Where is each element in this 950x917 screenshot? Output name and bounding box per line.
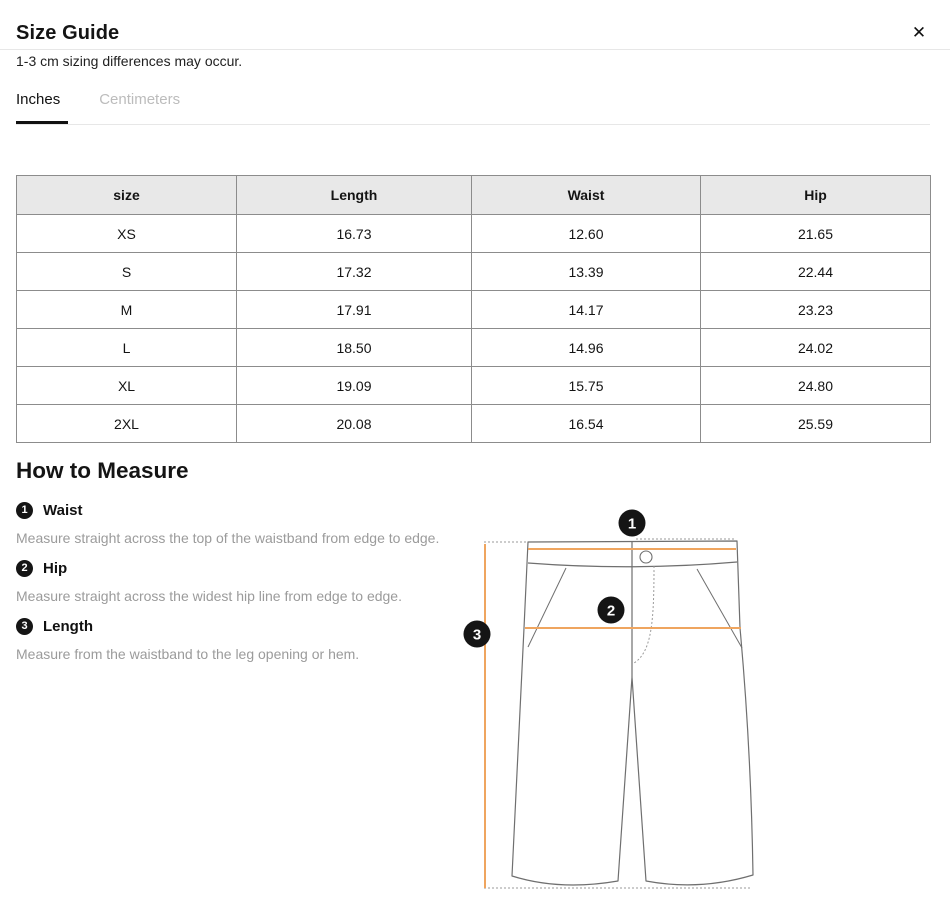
table-header-row (17, 176, 931, 215)
number-2-badge-icon: 2 (16, 560, 33, 577)
table-row (17, 367, 931, 405)
cell-size: XS (17, 215, 237, 253)
close-button[interactable] (903, 18, 935, 48)
table-row (17, 215, 931, 253)
tabs-divider (16, 124, 930, 125)
size-table (16, 175, 931, 443)
measure-description: Measure from the waistband to the leg opening or hem. (16, 646, 360, 662)
cell-length: 19.09 (237, 367, 472, 405)
diagram-badge-3 (464, 621, 491, 648)
table-row (17, 405, 931, 443)
measure-item-waist (16, 501, 468, 546)
cell-length: 17.91 (237, 291, 472, 329)
measure-label: Hip (43, 559, 68, 577)
cell-length: 17.32 (237, 253, 472, 291)
cell-size: 2XL (17, 405, 237, 443)
cell-hip: 21.65 (701, 215, 931, 253)
cell-waist: 13.39 (472, 253, 701, 291)
cell-hip: 24.02 (701, 329, 931, 367)
measure-list (16, 501, 468, 675)
number-3-badge-icon: 3 (16, 618, 33, 635)
measure-description: Measure straight across the top of the waistband from edge to edge. (16, 530, 440, 546)
measure-description: Measure straight across the widest hip line from edge to edge. (16, 588, 402, 604)
cell-waist: 14.17 (472, 291, 701, 329)
cell-length: 18.50 (237, 329, 472, 367)
cell-hip: 25.59 (701, 405, 931, 443)
cell-length: 16.73 (237, 215, 472, 253)
measure-label: Waist (43, 501, 83, 519)
svg-text:3: 3 (472, 626, 482, 644)
cell-waist: 15.75 (472, 367, 701, 405)
close-icon: ✕ (911, 23, 927, 42)
cell-waist: 14.96 (472, 329, 701, 367)
diagram-badge-1 (619, 510, 646, 537)
waist-button-icon (640, 551, 652, 563)
cell-hip: 22.44 (701, 253, 931, 291)
cell-hip: 23.23 (701, 291, 931, 329)
col-header-waist: Waist (472, 176, 701, 215)
page-title: Size Guide (16, 22, 120, 44)
how-to-measure-heading: How to Measure (16, 458, 189, 483)
cell-hip: 24.80 (701, 367, 931, 405)
header-divider (0, 49, 950, 50)
col-header-hip: Hip (701, 176, 931, 215)
table-row (17, 329, 931, 367)
svg-text:1: 1 (627, 515, 637, 533)
tab-inches[interactable]: Inches (16, 91, 61, 108)
col-header-size: size (17, 176, 237, 215)
shorts-measurement-diagram (460, 505, 762, 900)
number-1-badge-icon: 1 (16, 502, 33, 519)
cell-size: M (17, 291, 237, 329)
col-header-length: Length (237, 176, 472, 215)
tab-centimeters[interactable]: Centimeters (99, 91, 181, 108)
sizing-note: 1-3 cm sizing differences may occur. (16, 53, 243, 69)
diagram-badge-2 (598, 597, 625, 624)
cell-size: L (17, 329, 237, 367)
measure-item-hip (16, 559, 468, 604)
cell-length: 20.08 (237, 405, 472, 443)
table-row (17, 291, 931, 329)
cell-size: S (17, 253, 237, 291)
measure-label: Length (43, 617, 93, 635)
cell-waist: 16.54 (472, 405, 701, 443)
svg-text:2: 2 (606, 602, 616, 620)
cell-size: XL (17, 367, 237, 405)
unit-tabs (16, 91, 180, 108)
cell-waist: 12.60 (472, 215, 701, 253)
table-row (17, 253, 931, 291)
measure-item-length (16, 617, 468, 662)
